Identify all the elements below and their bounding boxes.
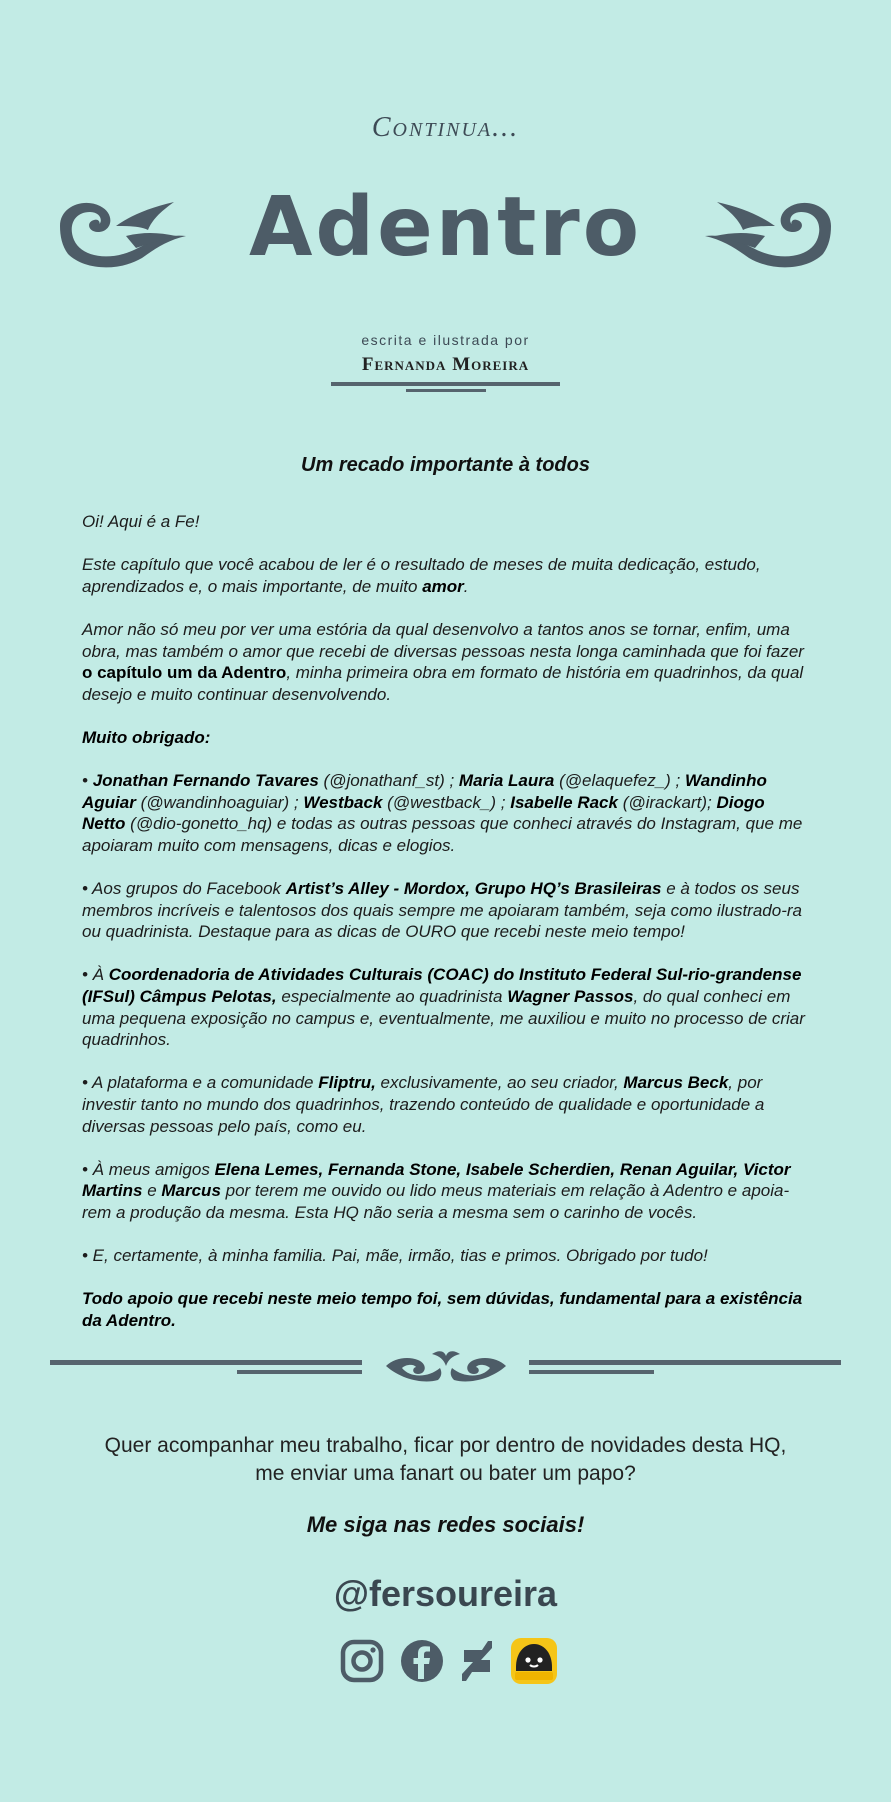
- closing-statement: Todo apoio que recebi neste meio tempo foi, sem dúvidas, fundamental para a existência da Adentro.: [82, 1289, 803, 1330]
- thanks-item-coac: • À Coordenadoria de Atividades Culturais (COAC) do Instituto Federal Sul-rio-grandense (IFSul) Câmpus Pelotas, especialmente ao quadrinista Wagner Passos, do qual conheci em uma pequena exposição no campus e, eventualmente, me auxiliou e muito no processo de criar quadrinhos.: [82, 965, 805, 1050]
- continua-label: Continua...: [371, 112, 520, 143]
- deviantart-icon[interactable]: [460, 1639, 494, 1688]
- webtoon-icon[interactable]: [510, 1637, 558, 1690]
- thanks-item-facebook: • Aos grupos do Facebook Artist’s Alley - Mordox, Grupo HQ’s Brasileiras e à todos os seus membros incríveis e talentosos dos quais sempre me apoiaram também, seja como ilustrado-ra ou quadrinista. Destaque para as dicas de OURO que recebi neste meio tempo!: [82, 879, 802, 942]
- thanks-title: Muito obrigado:: [82, 727, 211, 747]
- facebook-icon[interactable]: [400, 1639, 444, 1688]
- divider-line-right-short: [529, 1370, 654, 1374]
- author-underline-short: [406, 389, 486, 392]
- divider-line-left-short: [237, 1370, 362, 1374]
- paragraph-1: Este capítulo que você acabou de ler é o resultado de meses de muita dedicação, estudo, aprendizados e, o mais importante, de muito amor.: [82, 555, 761, 596]
- divider-line-left: [50, 1360, 362, 1365]
- paragraph-2: Amor não só meu por ver uma estória da qual desenvolvo a tantos anos se tornar, enfim, uma obra, mas também o amor que recebi de diversas pessoas nesta longa caminhada que foi fazer o capítulo um da Adentro, minha primeira obra em formato de história em quadrinhos, da qual desejo e muito continuar desenvolvendo.: [82, 619, 804, 704]
- message-body: [82, 511, 812, 1353]
- divider-line-right: [529, 1360, 841, 1365]
- author-name: Fernanda Moreira: [361, 354, 530, 375]
- divider-ornament: [384, 1348, 508, 1387]
- social-icons: [340, 1638, 552, 1688]
- thanks-item-family: • E, certamente, à minha familia. Pai, mãe, irmão, tias e primos. Obrigado por tudo!: [82, 1246, 708, 1266]
- byline-label: escrita e ilustrada por: [361, 332, 530, 348]
- thanks-item-instagram: • Jonathan Fernando Tavares (@jonathanf_st) ; Maria Laura (@elaquefez_) ; Wandinho Aguiar (@wandinhoaguiar) ; Westback (@westback_) ; Isabelle Rack (@irackart); Diogo Netto (@dio-gonetto_hq) e todas as outras pessoas que conheci através do Instagram, que me apoiaram muito com mensagens, dicas e elogios.: [82, 771, 803, 855]
- follow-title: Me siga nas redes sociais!: [306, 1512, 585, 1537]
- call-to-action: Quer acompanhar meu trabalho, ficar por dentro de novidades desta HQ, me enviar uma fanart ou bater um papo?: [104, 1434, 787, 1485]
- adentro-logo: Adentro: [248, 180, 643, 275]
- message-heading: Um recado importante à todos: [301, 454, 590, 476]
- social-handle[interactable]: @fersoureira: [333, 1573, 558, 1614]
- greeting: Oi! Aqui é a Fe!: [82, 512, 200, 531]
- thanks-item-friends: • À meus amigos Elena Lemes, Fernanda Stone, Isabele Scherdien, Renan Aguilar, Victor Martins e Marcus por terem me ouvido ou lido meus materiais em relação à Adentro e apoia-rem a produção da mesma. Esta HQ não seria a mesma sem o carinho de vocês.: [82, 1159, 791, 1222]
- instagram-icon[interactable]: [340, 1639, 384, 1688]
- thanks-item-fliptru: • A plataforma e a comunidade Fliptru, exclusivamente, ao seu criador, Marcus Beck, por investir tanto no mundo dos quadrinhos, trazendo conteúdo de qualidade e oportunidade a diversas pessoas pelo país, como eu.: [82, 1073, 765, 1136]
- author-underline: [331, 382, 560, 386]
